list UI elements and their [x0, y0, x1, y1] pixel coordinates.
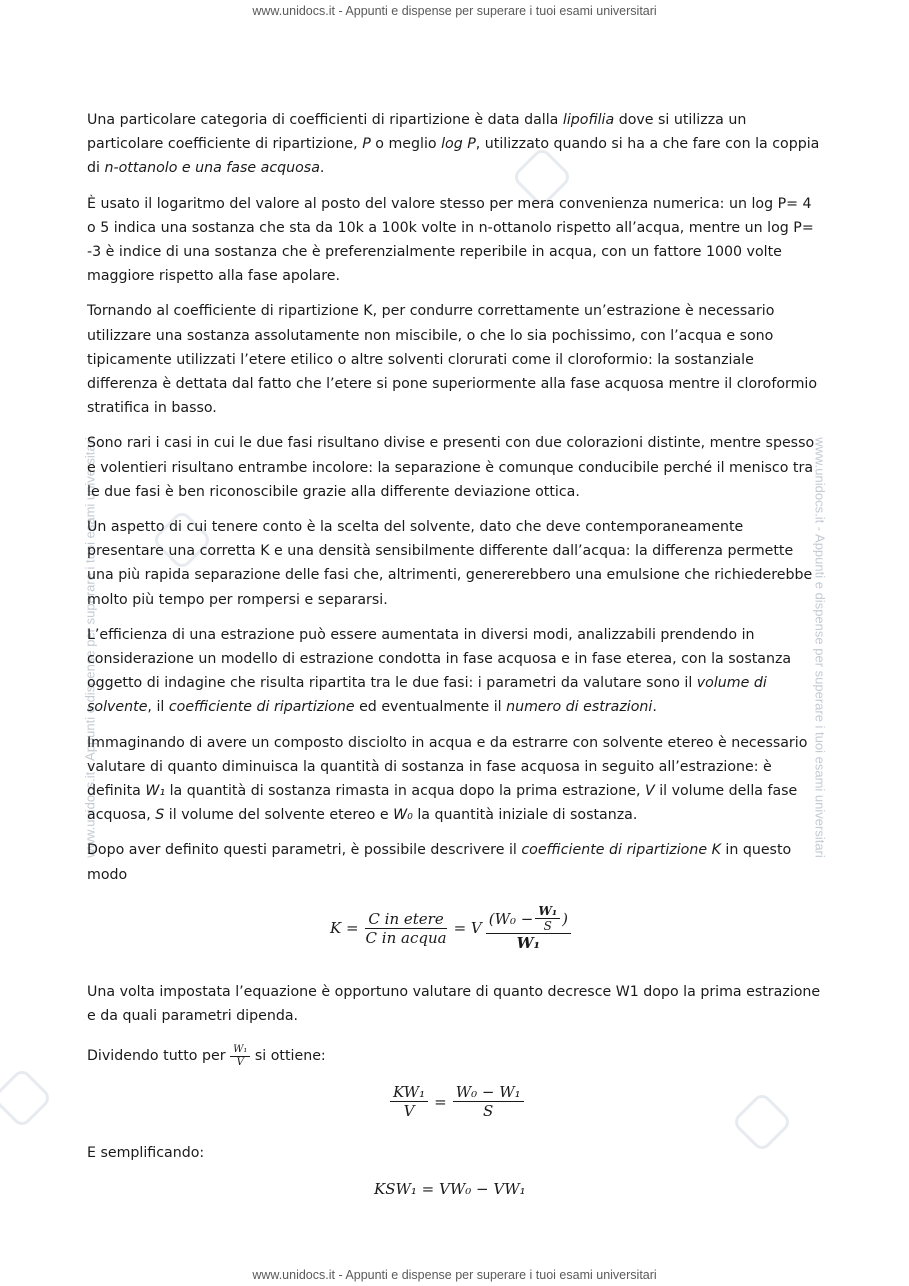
text: numero di estrazioni: [506, 699, 653, 716]
eq-denominator: S: [483, 1102, 494, 1120]
watermark-header: www.unidocs.it - Appunti e dispense per superare i tuoi esami universitari: [252, 4, 657, 18]
eq-numerator: W₀ − W₁: [453, 1083, 524, 1102]
equation-k-definition: [330, 904, 571, 952]
eq-denominator: C in acqua: [365, 928, 447, 947]
text: Dividendo tutto per: [87, 1048, 231, 1065]
paragraph-definizione: [87, 838, 822, 886]
text: si ottiene:: [250, 1048, 326, 1065]
text: coefficiente di ripartizione K: [521, 842, 721, 859]
eq-fraction: [390, 1083, 428, 1120]
inline-fraction: [230, 1044, 250, 1069]
text: .: [319, 160, 325, 177]
text: P: [362, 136, 371, 153]
text: lipofilia: [562, 112, 615, 128]
paragraph-dividendo: [87, 1044, 326, 1069]
text: la quantità iniziale di sostanza.: [412, 807, 638, 824]
eq-denominator: W₁: [516, 934, 541, 952]
paragraph-logaritmo: È usato il logaritmo del valore al posto del valore stesso per mera convenienza numerica: un log P= 4 o 5 indica una sostanza che sta da 10k a 100k volte in n-ottanolo rispetto all’acqua, mentre un log P= -3 è indice di una sostanza che è preferenzialmente reperibile in acqua, con un fattore 1000 volte maggiore rispetto alla fase apolare.: [87, 195, 814, 285]
document-body: [87, 108, 822, 898]
paragraph-solvente: Un aspetto di cui tenere conto è la scelta del solvente, dato che deve contemporaneamente presentare una corretta K e una densità sensibilmente differente dall’acqua: la differenza permette una più rapida separazione delle fasi che, altrimenti, genererebbero una emulsione che richiederebbe molto più tempo per rompersi e separarsi.: [87, 519, 813, 608]
watermark-side-right: www.unidocs.it - Appunti e dispense per superare i tuoi esami universitari: [812, 437, 828, 858]
paragraph-parametri: [87, 731, 822, 828]
text: il volume del solvente etereo e: [164, 807, 394, 824]
eq-denominator: V: [403, 1102, 415, 1120]
paragraph-semplificando: E semplificando:: [87, 1145, 205, 1161]
paragraph-coefficiente-k: Tornando al coefficiente di ripartizione K, per condurre correttamente un’estrazione è necessario utilizzare una sostanza assolutamente non miscibile, o che lo sia pochissimo, con l’acqua e sono tipicamente utilizzati l’etere etilico o altre solventi clorurati come il cloroformio: la sostanziale differenza è dettata dal fatto che l’etere si pone superiormente alla fase acquosa mentre il cloroformio stratifica in basso.: [87, 303, 818, 417]
paragraph-lipofilia: [87, 108, 822, 181]
text: il volume della fase acquosa,: [87, 783, 798, 824]
eq-numerator: W₁: [535, 904, 560, 919]
eq-term: ): [562, 909, 568, 928]
text: S: [155, 807, 165, 824]
text: in questo modo: [87, 842, 792, 883]
equation-divided: [390, 1083, 524, 1120]
eq-numerator: KW₁: [390, 1083, 428, 1102]
eq-denominator: S: [543, 919, 552, 933]
paragraph-equazione: Una volta impostata l’equazione è opportuno valutare di quanto decresce W1 dopo la prima estrazione e da quali parametri dipenda.: [87, 984, 821, 1025]
eq-denominator: V: [236, 1057, 244, 1068]
eq-numerator: [486, 904, 571, 934]
eq-fraction: [363, 910, 450, 947]
text: Una particolare categoria di coefficienti di ripartizione è data dalla: [87, 112, 563, 128]
watermark-side-left: www.unidocs.it - Appunti e dispense per superare i tuoi esami universitari: [82, 437, 98, 858]
text: la quantità di sostanza rimasta in acqua dopo la prima estrazione,: [165, 783, 645, 800]
eq-numerator: C in etere: [365, 910, 446, 929]
text: W₀: [393, 807, 413, 824]
eq-term: = V: [453, 919, 482, 937]
text: Dopo aver definito questi parametri, è possibile descrivere il: [87, 842, 522, 859]
text: volume di solvente: [87, 675, 767, 716]
eq-fraction: [535, 904, 560, 933]
text: Immaginando di avere un composto disciolto in acqua e da estrarre con solvente etereo è necessario valutare di quanto diminuisca la quantità di sostanza in fase acquosa in seguito all’estrazione: è definita: [87, 734, 808, 800]
text: dove si utilizza un particolare coefficiente di ripartizione,: [87, 112, 747, 153]
unidocs-logo-icon: [0, 1067, 53, 1129]
paragraph-efficienza: [87, 623, 822, 720]
text: W₁: [145, 783, 166, 800]
eq-term: K =: [330, 919, 359, 937]
text: .: [652, 699, 657, 716]
text: ed eventualmente il: [354, 699, 507, 716]
unidocs-logo-icon: [731, 1091, 793, 1153]
eq-fraction: [486, 904, 571, 952]
text: , utilizzato quando si ha a che fare con la coppia di: [87, 136, 820, 177]
eq-numerator: W₁: [230, 1044, 250, 1057]
paragraph-fasi: Sono rari i casi in cui le due fasi risultano divise e presenti con due colorazioni distinte, mentre spesso e volentieri risultano entrambe incolore: la separazione è comunque conducibile perché il menisco tra le due fasi è ben riconoscibile grazie alla differente deviazione ottica.: [87, 435, 815, 500]
text: L’efficienza di una estrazione può essere aumentata in diversi modi, analizzabili prendendo in considerazione un modello di estrazione condotta in fase acquosa e in fase eterea, con la sostanza oggetto di indagine che risulta ripartita tra le due fasi: i parametri da valutare sono il: [87, 626, 792, 692]
text: , il: [147, 699, 169, 716]
text: V: [644, 783, 655, 800]
eq-fraction: [453, 1083, 524, 1120]
equation-simplified: KSW₁ = VW₀ − VW₁: [374, 1180, 526, 1198]
text: log P: [441, 136, 476, 153]
text: o meglio: [370, 136, 442, 153]
text: n-ottanolo e una fase acquosa: [104, 160, 320, 177]
eq-term: (W₀ −: [488, 909, 534, 928]
watermark-footer: www.unidocs.it - Appunti e dispense per superare i tuoi esami universitari: [252, 1268, 657, 1282]
eq-term: =: [434, 1092, 447, 1111]
text: coefficiente di ripartizione: [168, 699, 355, 716]
